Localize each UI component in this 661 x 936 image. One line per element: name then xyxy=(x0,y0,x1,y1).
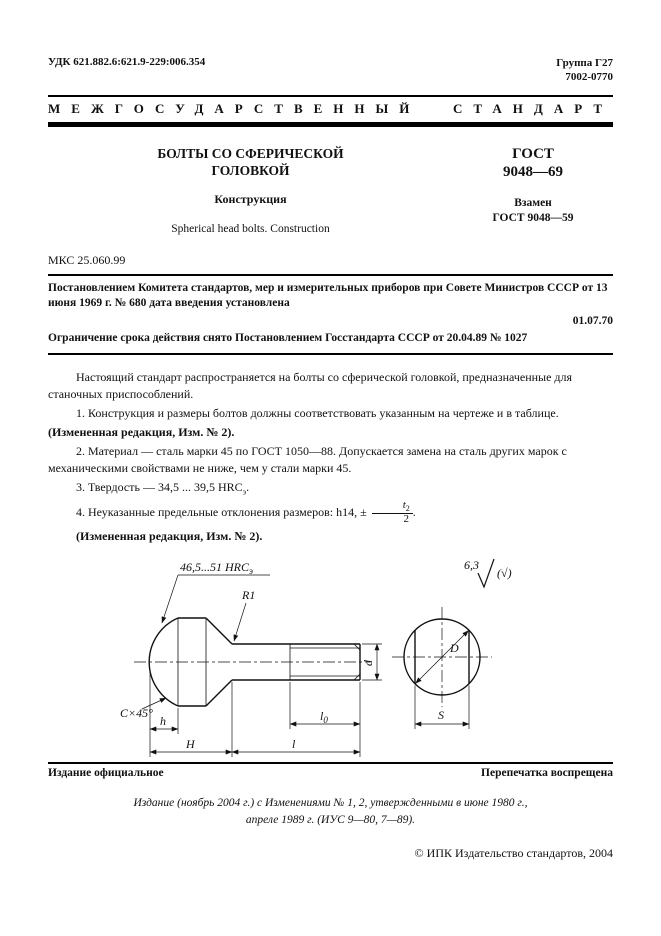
fraction-num-base: t xyxy=(402,498,406,511)
group-code-block xyxy=(556,56,613,85)
end-chamfer-bottom xyxy=(354,674,360,680)
cone-top xyxy=(206,618,232,644)
subtitle-en: Spherical head bolts. Construction xyxy=(171,222,330,235)
hardness-leader xyxy=(162,575,178,623)
title-block xyxy=(48,145,613,235)
udk-code: УДК 621.882.6:621.9-229:006.354 xyxy=(48,56,206,68)
chamfer-label: C×45° xyxy=(120,705,153,720)
bolt-drawing-svg xyxy=(120,557,550,769)
gost-label: ГОСТ xyxy=(512,145,554,162)
hardness-text: 3. Твердость — 34,5 ... 39,5 HRC xyxy=(76,479,243,494)
title-left xyxy=(48,145,453,235)
interstate-standard-banner xyxy=(48,95,613,127)
paragraph-item-4 xyxy=(48,500,613,526)
dim-H-label: H xyxy=(186,736,195,751)
r1-label: R1 xyxy=(242,587,256,602)
hardness-subscript: э xyxy=(242,487,247,497)
top-row xyxy=(48,56,613,85)
banner-word-2: СТАНДАРТ xyxy=(452,100,613,116)
decree-line-2: Ограничение срока действия снято Постановлением Госстандарта СССР от 20.04.89 № 1027 xyxy=(48,332,528,345)
dim-l-label: l xyxy=(292,736,296,751)
gost-number-block xyxy=(453,145,613,183)
dim-h-label: h xyxy=(160,713,166,728)
body-text xyxy=(48,369,613,545)
bolt-technical-drawing xyxy=(120,557,613,774)
r1-leader xyxy=(234,603,246,641)
footer-notice-row xyxy=(48,762,613,779)
banner-word-1: МЕЖГОСУДАРСТВЕННЫЙ xyxy=(48,100,421,116)
mks-code: МКС 25.060.99 xyxy=(48,252,126,267)
replaces-gost: ГОСТ 9048—59 xyxy=(492,212,574,225)
hardness-label: 46,5...51 $HRC_э$ xyxy=(180,559,253,576)
paragraph-scope: Настоящий стандарт распространяется на болты со сферической головкой, предназначенные для станочных приспособлений. xyxy=(48,369,573,401)
roughness-rest-symbol: (√) xyxy=(497,565,512,580)
gost-number: 9048—69 xyxy=(503,164,563,181)
deviations-text: 4. Неуказанные предельные отклонения размеров: h14, ± xyxy=(76,504,367,519)
no-reprint-label: Перепечатка воспрещена xyxy=(481,767,613,779)
roughness-mark xyxy=(464,558,512,587)
edition-note-line-2: апреле 1989 г. (ИУС 9—80, 7—89). xyxy=(245,814,416,827)
roughness-check-icon xyxy=(478,559,494,587)
fraction-denominator: 2 xyxy=(403,513,409,526)
cone-bottom xyxy=(206,680,232,706)
decree-line-1: Постановлением Комитета стандартов, мер и измерительных приборов при Совете Министров СССР от 13 июня 1969 г. № 680 дата введения установлена xyxy=(48,281,608,310)
title-right xyxy=(453,145,613,235)
document-title xyxy=(48,145,453,180)
amendment-note-2: (Измененная редакция, Изм. № 2). xyxy=(76,528,263,543)
fraction-num-sub: 2 xyxy=(405,503,410,513)
paragraph-item-2: 2. Материал — сталь марки 45 по ГОСТ 1050—88. Допускается замена на сталь других марок с механическими свойствами не ниже, чем у стали марки 45. xyxy=(48,443,567,475)
group-label: Группа Г27 xyxy=(556,57,613,69)
end-chamfer-top xyxy=(354,644,360,650)
replaces-block xyxy=(453,196,613,226)
edition-note xyxy=(48,795,613,830)
dim-D-label: D xyxy=(450,640,459,655)
amendment-note-1: (Измененная редакция, Изм. № 2). xyxy=(48,424,235,439)
fraction-numerator xyxy=(372,500,413,515)
dim-l0-label: $l_0$ xyxy=(320,708,328,725)
hardness-period: . xyxy=(246,479,250,494)
title-line-1: БОЛТЫ СО СФЕРИЧЕСКОЙ xyxy=(157,145,344,161)
deviations-period: . xyxy=(412,504,416,519)
edition-note-line-1: Издание (ноябрь 2004 г.) с Изменениями № 1, 2, утвержденными в июне 1980 г., xyxy=(133,797,528,809)
dim-S-label: S xyxy=(438,707,444,722)
bolt-side-view xyxy=(134,618,370,706)
official-edition-label: Издание официальное xyxy=(48,767,164,779)
paragraph-item-3 xyxy=(48,479,613,498)
title-line-2: ГОЛОВКОЙ xyxy=(211,163,290,179)
replaces-label: Взамен xyxy=(514,197,552,210)
page-footer xyxy=(48,762,613,861)
doc-code: 7002-0770 xyxy=(565,71,613,84)
paragraph-item-1: 1. Конструкция и размеры болтов должны соответствовать указанным на чертеже и в таблице. xyxy=(76,405,559,420)
decree-section xyxy=(48,274,613,355)
effective-date: 01.07.70 xyxy=(572,314,613,327)
tolerance-fraction xyxy=(372,500,413,526)
dim-d-label: d xyxy=(361,659,375,666)
subtitle-ru: Конструкция xyxy=(214,191,287,206)
roughness-value: 6,3 xyxy=(464,557,479,572)
copyright-line: © ИПК Издательство стандартов, 2004 xyxy=(414,845,613,860)
